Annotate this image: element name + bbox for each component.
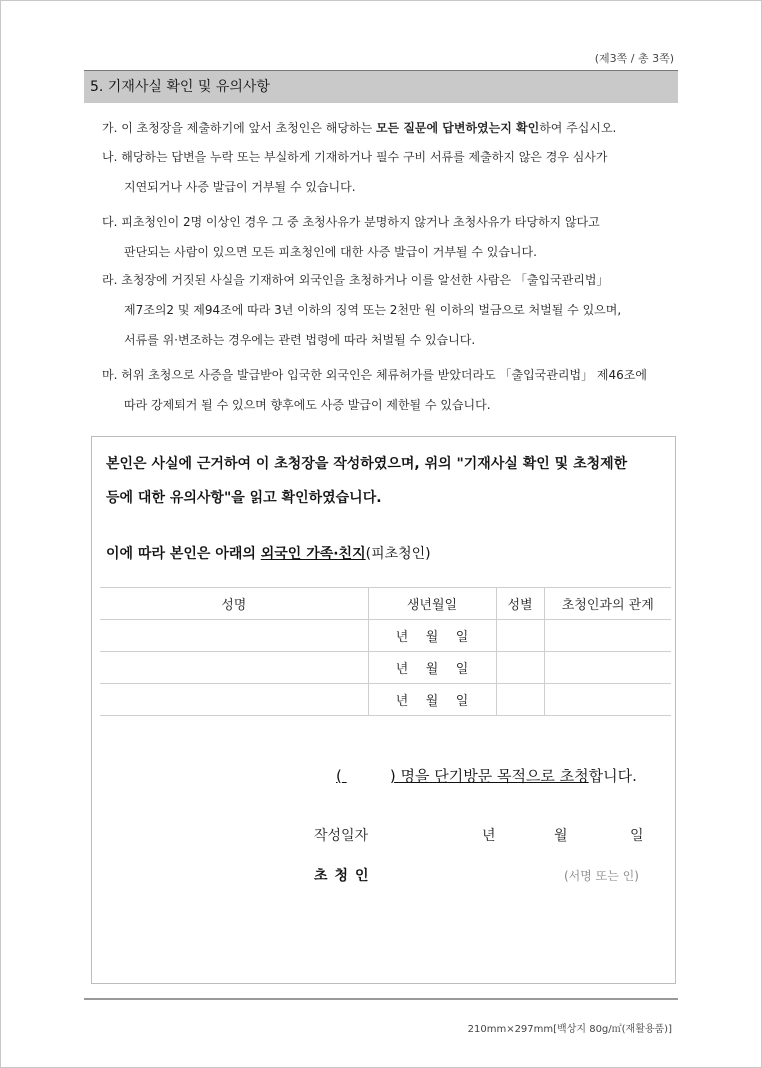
note-line	[102, 214, 600, 230]
note-text: 마. 허위 초청으로 사증을 발급받아 입국한 외국인은 체류허가를 받았더라도 「출입국관리법」 제46조에	[102, 368, 647, 382]
date-written-label: 작성일자	[314, 828, 369, 844]
table-row	[100, 620, 671, 652]
table-row	[100, 652, 671, 684]
header-birthdate: 생년월일	[368, 588, 496, 620]
name-cell[interactable]	[100, 620, 368, 652]
note-text: 나. 해당하는 답변을 누락 또는 부실하게 기재하거나 필수 구비 서류를 제출하지 않은 경우 심사가	[102, 150, 608, 164]
note-item	[102, 149, 608, 195]
note-text: 판단되는 사람이 있으면 모든 피초청인에 대한 사증 발급이 거부될 수 있습니다.	[124, 245, 537, 259]
year-unit: 년	[395, 630, 409, 645]
signature-label: 초청인	[314, 868, 376, 884]
note-item	[102, 120, 616, 136]
note-text: 가. 이 초청장을 제출하기에 앞서 초청인은 해당하는	[102, 121, 376, 135]
note-text: 하여 주십시오.	[539, 121, 617, 135]
date-day[interactable]: 일	[630, 828, 644, 844]
invite-statement	[106, 543, 431, 563]
note-line	[102, 272, 621, 288]
declaration-line-2: 등에 대한 유의사항"을 읽고 확인하였습니다.	[106, 490, 382, 506]
sex-cell[interactable]	[496, 620, 544, 652]
section-title: 5. 기재사실 확인 및 유의사항	[84, 70, 678, 103]
name-cell[interactable]	[100, 652, 368, 684]
note-emphasis: 모든 질문에 답변하였는지 확인	[375, 121, 540, 135]
day-unit: 일	[455, 630, 469, 645]
month-unit: 월	[425, 630, 439, 645]
header-relation: 초청인과의 관계	[544, 588, 671, 620]
relation-cell[interactable]	[544, 620, 671, 652]
signature-placeholder[interactable]: (서명 또는 인)	[564, 869, 639, 883]
name-cell[interactable]	[100, 684, 368, 716]
invite-prefix: 이에 따라 본인은 아래의	[106, 546, 261, 562]
date-month[interactable]: 월	[554, 828, 568, 844]
date-year[interactable]: 년	[482, 828, 496, 844]
sex-cell[interactable]	[496, 684, 544, 716]
month-unit: 월	[425, 662, 439, 677]
declaration-line-1: 본인은 사실에 근거하여 이 초청장을 작성하였으며, 위의 "기재사실 확인 및 초청제한	[106, 456, 628, 472]
bottom-divider	[84, 998, 678, 1000]
birthdate-cell[interactable]	[368, 620, 496, 652]
note-item	[102, 367, 647, 413]
note-line	[102, 397, 647, 413]
invitee-type: 외국인 가족·친지	[260, 546, 366, 562]
declaration-box	[91, 436, 676, 984]
relation-cell[interactable]	[544, 684, 671, 716]
note-text: 따라 강제퇴거 될 수 있으며 향후에도 사증 발급이 제한될 수 있습니다.	[124, 398, 491, 412]
month-unit: 월	[425, 694, 439, 709]
invitation-count-statement	[336, 765, 637, 786]
paper-spec-footer: 210mm×297mm[백상지 80g/㎡(재활용품)]	[467, 1024, 672, 1035]
birthdate-cell[interactable]	[368, 652, 496, 684]
note-line	[102, 179, 608, 195]
invitation-count-suffix: 합니다.	[588, 767, 637, 785]
page-number: (제3쪽 / 총 3쪽)	[594, 52, 674, 65]
table-row	[100, 684, 671, 716]
note-line	[102, 120, 616, 136]
note-line	[102, 302, 621, 318]
invitation-count-open: (	[336, 767, 342, 785]
note-item	[102, 214, 600, 260]
table-header-row	[100, 588, 671, 620]
note-line	[102, 149, 608, 165]
birthdate-cell[interactable]	[368, 684, 496, 716]
note-line	[102, 332, 621, 348]
note-item	[102, 272, 621, 348]
note-line	[102, 367, 647, 383]
invitation-count-close: ) 명을 단기방문 목적으로 초청	[389, 767, 589, 785]
day-unit: 일	[455, 662, 469, 677]
invite-suffix: (피초청인)	[365, 546, 431, 562]
note-text: 제7조의2 및 제94조에 따라 3년 이하의 징역 또는 2천만 원 이하의 벌금으로 처벌될 수 있으며,	[124, 303, 622, 317]
note-text: 서류를 위·변조하는 경우에는 관련 법령에 따라 처벌될 수 있습니다.	[124, 333, 476, 347]
note-text: 라. 초청장에 거짓된 사실을 기재하여 외국인을 초청하거나 이를 알선한 사람은 「출입국관리법」	[102, 273, 609, 287]
header-name: 성명	[100, 588, 368, 620]
invitation-count-field[interactable]	[342, 767, 390, 785]
note-text: 다. 피초청인이 2명 이상인 경우 그 중 초청사유가 분명하지 않거나 초청사유가 타당하지 않다고	[102, 215, 600, 229]
invitee-table	[100, 587, 671, 716]
note-text: 지연되거나 사증 발급이 거부될 수 있습니다.	[124, 180, 356, 194]
year-unit: 년	[395, 662, 409, 677]
year-unit: 년	[395, 694, 409, 709]
note-line	[102, 244, 600, 260]
declaration-text	[106, 455, 627, 507]
header-sex: 성별	[496, 588, 544, 620]
relation-cell[interactable]	[544, 652, 671, 684]
sex-cell[interactable]	[496, 652, 544, 684]
day-unit: 일	[455, 694, 469, 709]
